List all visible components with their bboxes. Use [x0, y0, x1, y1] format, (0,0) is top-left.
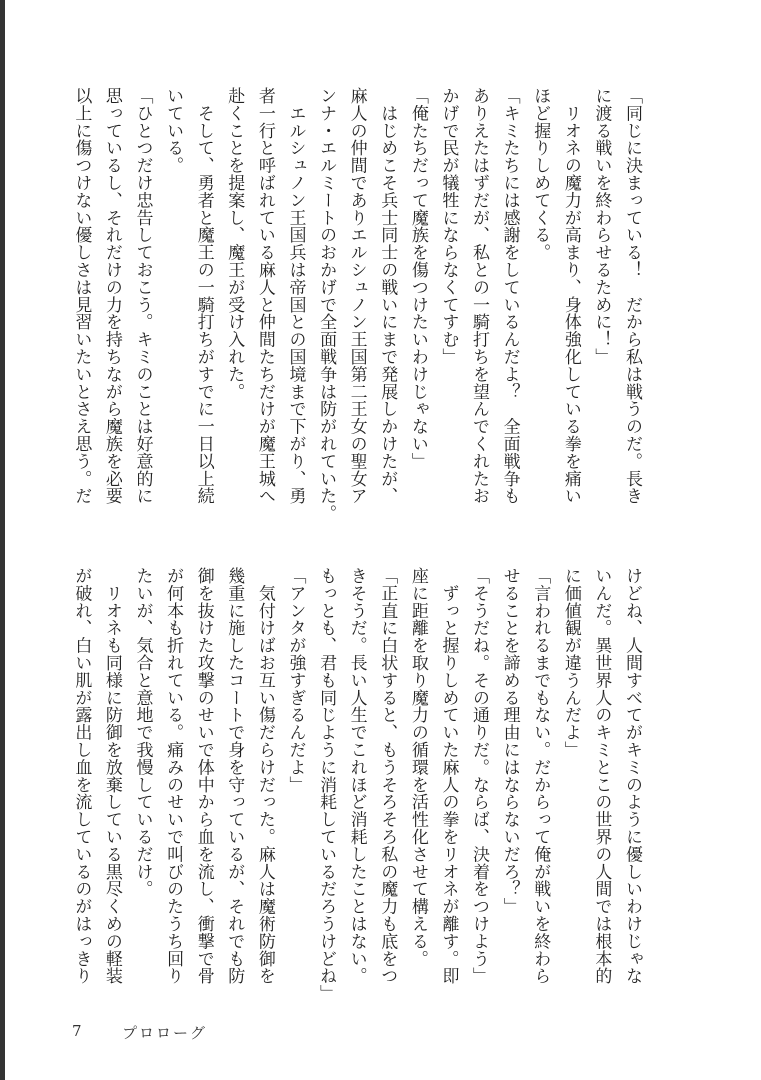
- text-block-top: [65, 87, 647, 522]
- text-column: たいが、気合と意地で我慢しているだけ。: [132, 567, 153, 898]
- text-column: が何本も折れている。痛みのせいで叫びのたうち回り: [163, 567, 184, 985]
- text-column: 「キミたちには感謝をしているんだよ？ 全面戦争も: [499, 87, 520, 505]
- text-column: いんだ。異世界人のキミとこの世界の人間では根本的: [591, 567, 612, 985]
- text-column: 「そうだね。その通りだ。ならば、決着をつけよう」: [469, 567, 490, 985]
- text-block-bottom: [65, 567, 647, 1002]
- text-column: いている。: [163, 87, 184, 174]
- text-column: リオネの魔力が高まり、身体強化している拳を痛い: [560, 87, 581, 505]
- text-column: 赴くことを提案し、魔王が受け入れた。: [224, 87, 245, 401]
- text-column: かげで民が犠牲にならなくてすむ」: [438, 87, 459, 366]
- text-column: そして、勇者と魔王の一騎打ちがすでに一日以上続: [193, 87, 214, 505]
- text-column: が破れ、白い肌が露出し血を流しているのがはっきり: [71, 567, 92, 985]
- text-column: 思っているし、それだけの力を持ちながら魔族を必要: [101, 87, 122, 505]
- text-column: 者一行と呼ばれている麻人と仲間たちだけが魔王城へ: [254, 87, 275, 505]
- text-column: 「同じに決まっている！ だから私は戦うのだ。長き: [622, 87, 642, 505]
- text-column: はじめこそ兵士同士の戦いにまで発展しかけたが、: [377, 87, 398, 505]
- text-column: 幾重に施したコートで身を守っているが、それでも防: [224, 567, 245, 985]
- text-column: もっとも、君も同じように消耗しているだろうけどね」: [316, 567, 337, 1002]
- text-column: 気付けばお互い傷だらけだった。麻人は魔術防御を: [254, 567, 275, 985]
- text-column: ずっと握りしめていた麻人の拳をリオネが離す。即: [438, 567, 459, 985]
- text-column: 「正直に白状すると、もうそろそろ私の魔力も底をつ: [377, 567, 398, 985]
- text-column: ほど握りしめてくる。: [530, 87, 551, 261]
- text-column: 以上に傷つけない優しさは見習いたいとさえ思う。だ: [71, 87, 92, 505]
- text-column: きそうだ。長い人生でこれほど消耗したことはない。: [346, 567, 367, 985]
- text-column: ンナ・エルミートのおかげで全面戦争は防がれていた。: [316, 87, 337, 522]
- text-column: 御を抜けた攻撃のせいで体中から血を流し、衝撃で骨: [193, 567, 214, 985]
- text-column: せることを諦める理由にはならないだろ？」: [499, 567, 520, 915]
- text-column: 座に距離を取り魔力の循環を活性化させて構える。: [407, 567, 428, 968]
- text-column: 「言われるまでもない。だからって俺が戦いを終わら: [530, 567, 551, 985]
- text-column: ありえたはずだが、私との一騎打ちを望んでくれたお: [469, 87, 490, 505]
- text-column: リオネも同様に防御を放棄している黒尽くめの軽装: [101, 567, 122, 985]
- text-column: 「ひとつだけ忠告しておこう。キミのことは好意的に: [132, 87, 153, 505]
- text-column: 「アンタが強すぎるんだよ」: [285, 567, 306, 794]
- text-column: 「俺たちだって魔族を傷つけたいわけじゃない」: [407, 87, 428, 470]
- page-number: 7: [72, 1022, 82, 1040]
- text-column: エルシュノン王国兵は帝国との国境まで下がり、勇: [285, 87, 306, 505]
- text-column: 麻人の仲間でありエルシュノン王国第二王女の聖女ア: [346, 87, 367, 505]
- text-column: に渡る戦いを終わらせるために！」: [591, 87, 612, 366]
- chapter-title: プロローグ: [122, 1024, 208, 1042]
- page-edge: [0, 0, 5, 1080]
- text-column: に価値観が違うんだよ」: [560, 567, 581, 759]
- text-column: けどね、人間すべてがキミのように優しいわけじゃな: [622, 567, 642, 985]
